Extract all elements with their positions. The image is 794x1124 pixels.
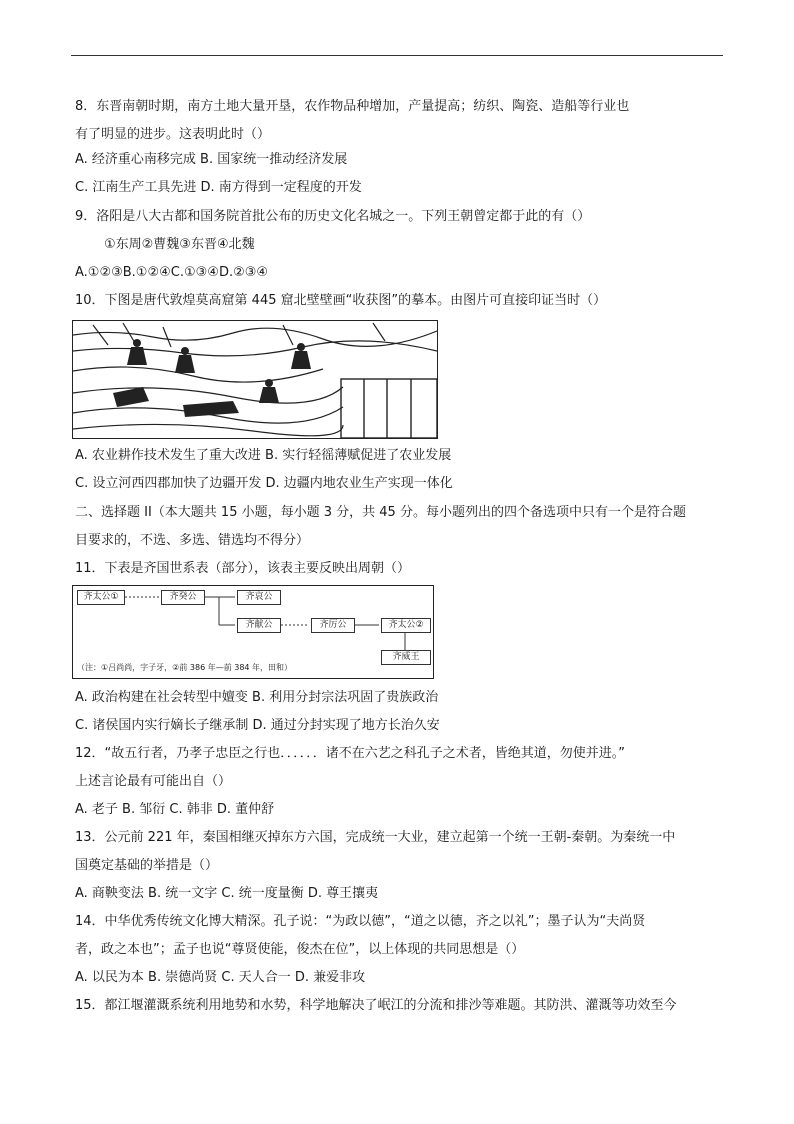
q12-stem-line1: 12．“故五行者，乃孝子忠臣之行也．．．．．．诸不在六艺之科孔子之术者，皆绝其道，勿使并进。” — [75, 746, 626, 761]
q8-stem-line1: 8．东晋南朝时期，南方土地大量开垦，农作物品种增加，产量提高；纺织、陶瓷、造船等行业也 — [75, 99, 630, 114]
tree-node-qi-guigong: 齐癸公 — [161, 590, 205, 605]
section2-heading-line2: 目要求的，不选、多选、错选均不得分） — [75, 533, 310, 548]
q13-stem-line1: 13．公元前 221 年，秦国相继灭掉东方六国，完成统一大业，建立起第一个统一王朝-秦朝。为秦统一中 — [75, 830, 676, 845]
q14-stem-line2: 者，政之本也”；孟子也说“尊贤使能，俊杰在位”，以上体现的共同思想是（） — [75, 942, 525, 957]
q11-stem: 11．下表是齐国世系表（部分），该表主要反映出周朝（） — [75, 561, 411, 576]
q11-options-cd: C. 诸侯国内实行嫡长子继承制 D. 通过分封实现了地方长治久安 — [75, 718, 440, 733]
q14-options: A. 以民为本 B. 崇德尚贤 C. 天人合一 D. 兼爱非攻 — [75, 970, 366, 985]
q13-stem-line2: 国奠定基础的举措是（） — [75, 858, 219, 873]
q9-items: ①东周②曹魏③东晋④北魏 — [104, 237, 255, 252]
tree-node-qi-weiwang: 齐威王 — [381, 650, 431, 665]
q10-options-ab: A. 农业耕作技术发生了重大改进 B. 实行轻徭薄赋促进了农业发展 — [75, 448, 452, 463]
genealogy-note: （注：①吕尚尚，字子牙，②前 386 年—前 384 年，田和） — [77, 663, 293, 672]
q9-stem: 9．洛阳是八大古都和国务院首批公布的历史文化名城之一。下列王朝曾定都于此的有（） — [75, 209, 591, 224]
q8-options-ab: A. 经济重心南移完成 B. 国家统一推动经济发展 — [75, 152, 348, 167]
tree-node-qi-taigong-1: 齐太公① — [77, 590, 125, 605]
tree-node-qi-aigong: 齐哀公 — [237, 590, 281, 605]
tree-node-qi-taigong-2: 齐太公② — [381, 618, 431, 633]
harvest-mural-image — [72, 320, 438, 439]
tree-node-qi-xiangong: 齐献公 — [237, 618, 281, 633]
header-rule — [71, 55, 723, 56]
q10-stem: 10．下图是唐代敦煌莫高窟第 445 窟北壁壁画“收获图”的摹本。由图片可直接印证当时（） — [75, 293, 607, 308]
q15-stem-line1: 15．都江堰灌溉系统利用地势和水势，科学地解决了岷江的分流和排沙等难题。其防洪、灌溉等功效至今 — [75, 998, 677, 1013]
q12-stem-line2: 上述言论最有可能出自（） — [75, 774, 232, 789]
q8-options-cd: C. 江南生产工具先进 D. 南方得到一定程度的开发 — [75, 180, 362, 195]
genealogy-table — [72, 585, 434, 679]
q13-options: A. 商鞅变法 B. 统一文字 C. 统一度量衡 D. 尊王攘夷 — [75, 886, 379, 901]
section2-heading-line1: 二、选择题 II（本大题共 15 小题，每小题 3 分，共 45 分。每小题列出的四个备选项中只有一个是符合题 — [75, 505, 686, 520]
q8-stem-line2: 有了明显的进步。这表明此时（） — [75, 127, 271, 142]
q11-options-ab: A. 政治构建在社会转型中嬗变 B. 利用分封宗法巩固了贵族政治 — [75, 690, 439, 705]
harvest-mural-drawing — [73, 321, 437, 438]
tree-node-qi-ligong: 齐厉公 — [311, 618, 355, 633]
q9-options: A.①②③B.①②④C.①③④D.②③④ — [75, 265, 269, 280]
q14-stem-line1: 14．中华优秀传统文化博大精深。孔子说：“为政以德”，“道之以德，齐之以礼”；墨子认为“夫尚贤 — [75, 914, 646, 929]
q10-options-cd: C. 设立河西四郡加快了边疆开发 D. 边疆内地农业生产实现一体化 — [75, 476, 453, 491]
q12-options: A. 老子 B. 邹衍 C. 韩非 D. 董仲舒 — [75, 802, 275, 817]
